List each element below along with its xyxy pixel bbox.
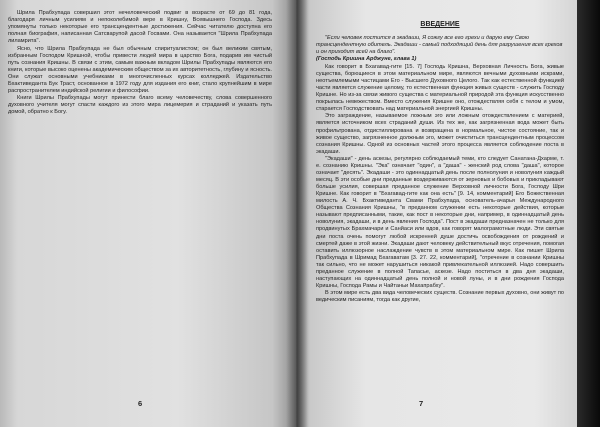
right-paragraph-3: "Экадаши" - день аскезы, регулярно соблюдаемый теми, кто следует Санатана-Дхарме, т. е. сознанию Кришны. "Эка" означает "один", а "даша" - женский род слова "даша", которое означает "десять". Экадаши - это одиннадцатый день после полнолуния и новолуния каждый месяц. В эти особые дни преданные воздерживаются от зерновых и бобовых и прикладывают больше усилия, совершая преданное служение Верховной личности Бога, Господу Шри Кришне. Как говорит в "Бхагавад-гите как она есть" [9. 14, комментарий] Его Божественная милость А. Ч. Бхактиведанта Свами Прабхупада, основатель-ачарья Международного Общества Сознания Кришны, "в преданном служении есть некоторые действия, которые называют предписанными, такие, как пост в некоторые дни, например, в одиннадцатый день новолуния, экадаши, и в день явления Господа". Пост в экадаши предназначен не только для продвинутых Брахмачари и Санйаси или вдов, как говорят малограмотные люди. Эти святые дни поста очень помогут любой искренней душе достичь освобождения от рождений и смертей даже в этой жизни. Экадаши дают человеку действительный вкус отречения, помогая оставить иллюзорное наслаждение чувств в этом материальном мире. Как пишет Шрила Прабхупада в Шримад Бхагаватам [3. 27. 22, комментарий], "отречение в сознании Кришны так сильно, что не может нарушиться никакой привлекательной иллюзией. Надо совершить преданное служение в полной Тапасье, аскезе. Надо поститься в два дня экадаши, наступающих на одиннадцатый день полной и новой луны, и в дни рождения Господа Кришны, Господа Рамы и Чайтаньи Махапрабху". [316, 155, 564, 289]
left-paragraph-3: Книги Шрилы Прабхупады могут принести благо всему человечеству, слова совершенного духовного учителя могут спасти каждого из этого мира лицемерия и страданий и указать путь домой, обратно к Богу. [8, 95, 272, 116]
right-paragraph-1: Как говорит в Бхагавад-гите [15. 7] Господь Кришна, Верховная Личность Бога, живые существа, борющиеся в этом материальном мире, являются вечными духовными искрами, неотъемлемыми частицами Его - Высшего Духовного Целого. Так как естественной функцией части является служение целому, то естественная функция живых существ - служить Господу Кришне. Но из-за связи живого существа с материальной природой эта функция искусственно покрылась невежеством. Вместо служения Кришне оно, отождествляя себя с телом и умом, старается Господствовать над материальной энергией Кришны. [316, 63, 564, 113]
left-page-number: 6 [138, 398, 143, 408]
left-paragraph-1: Шрила Прабхупада совершил этот нечеловеческий подвиг в возрасте от 69 до 81 года, благодаря личным усилиям и непоколебимой вере в Кришну, Всевышнего Господа. Здесь упомянуты только некоторые его трансцендентные достижения. Сейчас читателю доступна его полная биография, написанная Сатсварупой дасой Госвами. Она называется "Шрила Прабхупада лиламрита". [8, 10, 272, 45]
right-page [296, 0, 577, 427]
scan-dark-edge [577, 0, 600, 427]
right-paragraph-2: Это заграждение, называемое ложным эго или ложным отождествлением с материей, является источником всех страданий души. Из тех же, как загрязненная вода может быть профильтрована, отдистиллирована и возвращена в нормальное, чистое состояние, так и живое существо, загрязненное должным эго, может очиститься трансцендентным процессом сознания Кришны. Одной из основных частей этого процесса является соблюдение поста в экадаши. [316, 113, 564, 155]
right-page-text [316, 6, 564, 305]
left-page [0, 0, 296, 427]
left-page-text [8, 10, 272, 117]
epigraph: "Если человек постится в экадаши, Я сожгу все его грехи и дарую ему Свою трансцендентную обитель. Экадаши - самый подходящий день для разрушения всех грехов и он приходит всей на благо". [316, 35, 563, 56]
left-paragraph-2: Ясно, что Шрила Прабхупада не был обычным спиритуалистом; он был великим святым, избранным Господом Кришной, чтобы привести людей мира в царство Бога, подарив им чистый путь сознания Кришны. В связи с этим, самым важным вкладом Шрилы Прабхупады являются его книги, которые высоко оценены академическим обществом за их авторитетность, глубину и ясность. Они служат основными учебниками в многочисленных курсах колледжей. Издательство Бхактиведанта Бук Траст, основанное в 1972 году для издания его книг, стало крупнейшим в мире распространителем индийской религии и философии. [8, 45, 272, 94]
right-paragraph-4: В этом мире есть два вида человеческих существ. Сознание первых духовно, они живут по ведическим писаниям, тогда как другие, [316, 290, 564, 304]
chapter-heading: ВВЕДЕНИЕ [420, 21, 460, 28]
epigraph-source: (Господь Кришна Арджуне, глава 1) [316, 56, 417, 63]
right-page-number: 7 [419, 398, 424, 408]
